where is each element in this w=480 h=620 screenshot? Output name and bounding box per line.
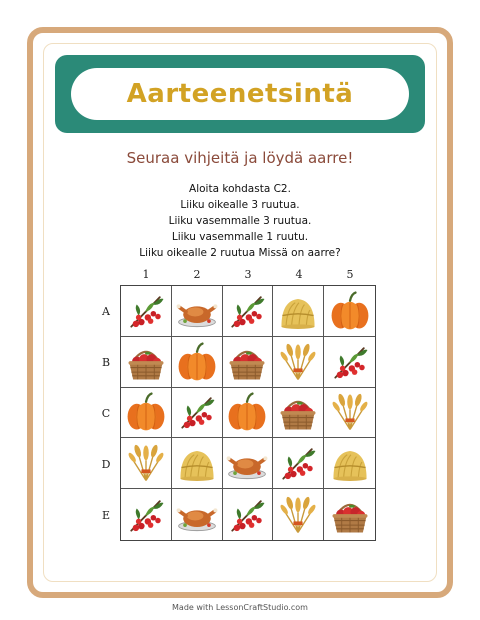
pumpkin-icon bbox=[327, 288, 373, 334]
grid-cell bbox=[324, 337, 375, 388]
apple-basket-icon bbox=[123, 339, 169, 385]
clue-line: Liiku vasemmalle 3 ruutua. bbox=[168, 215, 312, 227]
grid-cell bbox=[273, 337, 324, 388]
apple-basket-icon bbox=[224, 339, 270, 385]
grid-cell bbox=[273, 286, 324, 337]
berry-branch-icon bbox=[327, 339, 373, 385]
column-number: 3 bbox=[244, 268, 252, 281]
page-title: Aarteenetsintä bbox=[126, 79, 354, 109]
wheat-sheaf-icon bbox=[275, 492, 321, 538]
row-label: B bbox=[101, 356, 111, 369]
grid-cell bbox=[273, 489, 324, 540]
clue-line: Aloita kohdasta C2. bbox=[189, 183, 291, 195]
row-label: D bbox=[101, 458, 111, 471]
clue-list bbox=[0, 181, 480, 261]
title-pill bbox=[71, 68, 409, 120]
berry-branch-icon bbox=[275, 440, 321, 486]
column-number: 1 bbox=[142, 268, 150, 281]
grid-cell bbox=[121, 388, 172, 439]
row-label: E bbox=[101, 509, 111, 522]
berry-branch-icon bbox=[174, 389, 220, 435]
grid-cell bbox=[172, 489, 223, 540]
grid-cell bbox=[172, 286, 223, 337]
pumpkin-icon bbox=[224, 389, 270, 435]
berry-branch-icon bbox=[224, 288, 270, 334]
grid-cell bbox=[172, 337, 223, 388]
hay-bale-icon bbox=[275, 288, 321, 334]
column-number: 4 bbox=[295, 268, 303, 281]
grid-cell bbox=[223, 489, 274, 540]
berry-branch-icon bbox=[123, 492, 169, 538]
grid-cell bbox=[121, 438, 172, 489]
roast-turkey-icon bbox=[174, 288, 220, 334]
grid-cell bbox=[121, 337, 172, 388]
clue-line: Liiku vasemmalle 1 ruutu. bbox=[171, 231, 309, 243]
treasure-grid bbox=[120, 285, 376, 541]
berry-branch-icon bbox=[123, 288, 169, 334]
subtitle: Seuraa vihjeitä ja löydä aarre! bbox=[126, 149, 354, 167]
hay-bale-icon bbox=[327, 440, 373, 486]
roast-turkey-icon bbox=[174, 492, 220, 538]
row-label: C bbox=[101, 407, 111, 420]
grid-cell bbox=[172, 388, 223, 439]
wheat-sheaf-icon bbox=[275, 339, 321, 385]
roast-turkey-icon bbox=[224, 440, 270, 486]
row-label: A bbox=[102, 305, 110, 318]
berry-branch-icon bbox=[224, 492, 270, 538]
pumpkin-icon bbox=[123, 389, 169, 435]
grid-cell bbox=[121, 286, 172, 337]
pumpkin-icon bbox=[174, 339, 220, 385]
column-number: 5 bbox=[346, 268, 354, 281]
grid-cell bbox=[324, 438, 375, 489]
grid-cell bbox=[172, 438, 223, 489]
title-banner bbox=[55, 55, 425, 133]
clue-line: Liiku oikealle 2 ruutua Missä on aarre? bbox=[139, 247, 341, 259]
grid-cell bbox=[324, 489, 375, 540]
grid-cell bbox=[324, 286, 375, 337]
apple-basket-icon bbox=[327, 492, 373, 538]
wheat-sheaf-icon bbox=[123, 440, 169, 486]
hay-bale-icon bbox=[174, 440, 220, 486]
grid-cell bbox=[223, 286, 274, 337]
grid-cell bbox=[223, 388, 274, 439]
apple-basket-icon bbox=[275, 389, 321, 435]
grid-cell bbox=[223, 337, 274, 388]
grid-cell bbox=[273, 388, 324, 439]
grid-cell bbox=[273, 438, 324, 489]
clue-line: Liiku oikealle 3 ruutua. bbox=[180, 199, 300, 211]
grid-cell bbox=[223, 438, 274, 489]
grid-cell bbox=[121, 489, 172, 540]
column-number: 2 bbox=[193, 268, 201, 281]
footer-credit: Made with LessonCraftStudio.com bbox=[172, 603, 308, 612]
wheat-sheaf-icon bbox=[327, 389, 373, 435]
grid-cell bbox=[324, 388, 375, 439]
